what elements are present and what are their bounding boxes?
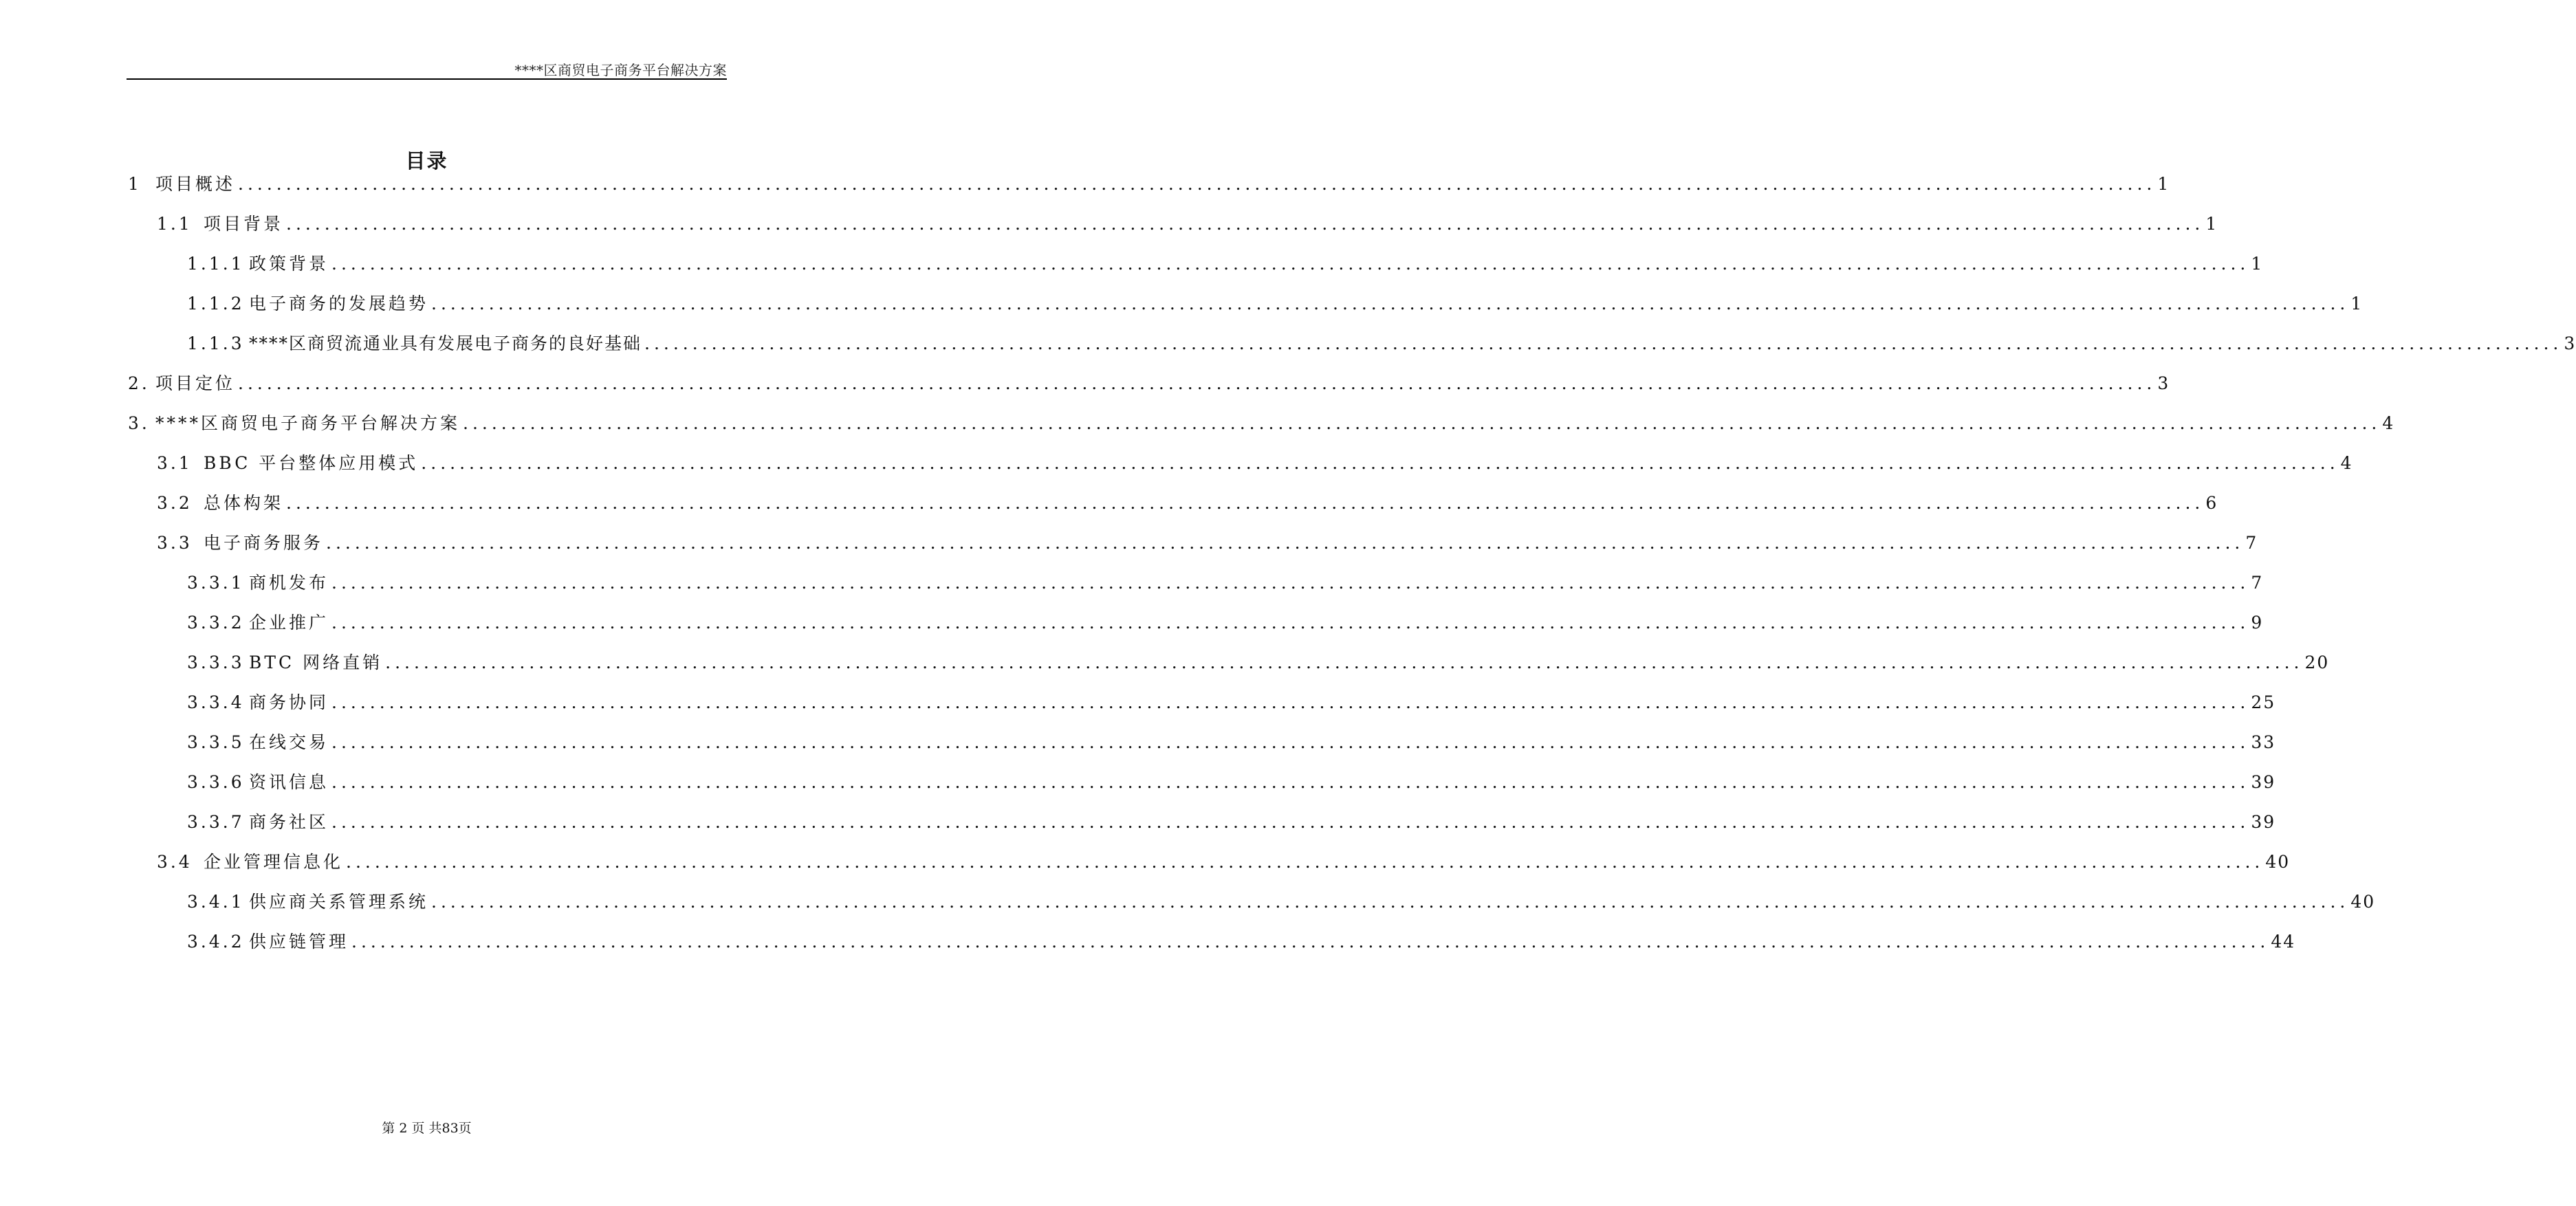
toc-entry[interactable] — [157, 491, 2218, 516]
toc-dot-leader: ........................................................................................................................................................................................................ — [463, 413, 2381, 433]
toc-entry-label: 政策背景 — [249, 254, 329, 274]
toc-entry[interactable] — [187, 611, 2264, 635]
toc-entry[interactable] — [128, 371, 2170, 396]
toc-entry-page: 7 — [2251, 573, 2264, 593]
toc-entry-page: 20 — [2304, 653, 2330, 672]
toc-entry[interactable] — [187, 650, 2330, 675]
toc-entry-page: 25 — [2251, 692, 2276, 712]
toc-entry-page: 40 — [2265, 852, 2291, 872]
toc-entry-page: 1 — [2350, 294, 2364, 314]
toc-entry[interactable] — [157, 212, 2218, 237]
toc-entry-label: 项目背景 — [204, 214, 284, 234]
running-header: ****区商贸电子商务平台解决方案 — [514, 62, 727, 78]
toc-dot-leader: ........................................................................................................................................................................................................ — [286, 493, 2205, 513]
toc-entry-label: BBC 平台整体应用模式 — [204, 453, 419, 473]
toc-entry[interactable] — [187, 252, 2264, 276]
toc-entry-number: 2. — [128, 373, 150, 393]
toc-entry-number: 3.4.1 — [187, 892, 245, 912]
toc-entry-number: 3.4 — [157, 852, 193, 872]
toc-entry-number: 3.3.5 — [187, 732, 245, 752]
toc-dot-leader: ........................................................................................................................................................................................................ — [331, 772, 2250, 792]
toc-dot-leader: ........................................................................................................................................................................................................ — [331, 692, 2250, 712]
toc-dot-leader: ........................................................................................................................................................................................................ — [331, 573, 2250, 593]
toc-entry-page: 39 — [2251, 772, 2276, 792]
toc-entry-label: 在线交易 — [249, 732, 329, 752]
toc-entry-page: 1 — [2251, 254, 2264, 274]
toc-entry-number: 3.3.7 — [187, 812, 245, 832]
toc-entry-label: 总体构架 — [204, 493, 284, 513]
toc-dot-leader: ........................................................................................................................................................................................................ — [385, 653, 2304, 672]
toc-title: 目录 — [405, 149, 448, 173]
toc-entry-label: 企业推广 — [249, 613, 329, 633]
toc-entry-number: 1 — [128, 174, 142, 194]
toc-entry-page: 6 — [2205, 493, 2218, 513]
toc-entry-label: 企业管理信息化 — [204, 852, 344, 872]
toc-entry-page: 4 — [2340, 453, 2353, 473]
toc-entry-label: 商务协同 — [249, 692, 329, 712]
toc-dot-leader: ........................................................................................................................................................................................................ — [346, 852, 2264, 872]
toc-entry-label: 供应链管理 — [249, 932, 349, 952]
toc-entry-number: 3.2 — [157, 493, 193, 513]
toc-entry-number: 3.1 — [157, 453, 193, 473]
toc-entry-label: 商机发布 — [249, 573, 329, 593]
toc-dot-leader: ........................................................................................................................................................................................................ — [331, 613, 2250, 633]
toc-entry-page: 9 — [2251, 613, 2264, 633]
toc-entry-label: 项目定位 — [155, 373, 236, 393]
toc-entry-number: 3.3.3 — [187, 653, 245, 672]
toc-dot-leader: ........................................................................................................................................................................................................ — [351, 932, 2270, 952]
toc-entry[interactable] — [187, 890, 2376, 914]
toc-entry[interactable] — [187, 331, 2576, 356]
toc-entry-label: 供应商关系管理系统 — [249, 892, 429, 912]
toc-dot-leader: ........................................................................................................................................................................................................ — [421, 453, 2339, 473]
toc-dot-leader: ........................................................................................................................................................................................................ — [286, 214, 2205, 234]
toc-entry[interactable] — [128, 411, 2395, 436]
toc-entry[interactable] — [187, 571, 2264, 595]
toc-entry-number: 1.1 — [157, 214, 193, 234]
toc-dot-leader: ........................................................................................................................................................................................................ — [644, 333, 2563, 353]
toc-entry-label: 商务社区 — [249, 812, 329, 832]
toc-entry-page: 4 — [2382, 413, 2395, 433]
toc-dot-leader: ........................................................................................................................................................................................................ — [331, 254, 2250, 274]
toc-entry-number: 3.3.6 — [187, 772, 245, 792]
toc-entry-label: ****区商贸流通业具有发展电子商务的良好基础 — [249, 333, 642, 353]
toc-entry-page: 33 — [2251, 732, 2276, 752]
toc-entry-label: 电子商务的发展趋势 — [249, 294, 429, 314]
toc-entry-page: 44 — [2271, 932, 2296, 952]
toc-entry-page: 39 — [2251, 812, 2276, 832]
toc-dot-leader: ........................................................................................................................................................................................................ — [431, 892, 2350, 912]
toc-dot-leader: ........................................................................................................................................................................................................ — [431, 294, 2350, 314]
toc-entry-page: 3 — [2564, 333, 2576, 353]
toc-entry-number: 3.3 — [157, 533, 193, 553]
toc-entry[interactable] — [187, 690, 2276, 715]
toc-entry-label: 资讯信息 — [249, 772, 329, 792]
toc-entry-number: 1.1.3 — [187, 333, 245, 353]
toc-entry-label: ****区商贸电子商务平台解决方案 — [155, 413, 461, 433]
toc-entry[interactable] — [128, 172, 2170, 197]
toc-entry-label: 项目概述 — [155, 174, 236, 194]
toc-entry-label: BTC 网络直销 — [249, 653, 383, 672]
toc-dot-leader: ........................................................................................................................................................................................................ — [326, 533, 2245, 553]
toc-dot-leader: ........................................................................................................................................................................................................ — [331, 732, 2250, 752]
toc-entry-number: 3.3.1 — [187, 573, 245, 593]
toc-entry[interactable] — [157, 451, 2353, 476]
toc-entry-number: 1.1.1 — [187, 254, 245, 274]
toc-entry[interactable] — [187, 770, 2276, 795]
toc-entry-label: 电子商务服务 — [204, 533, 324, 553]
toc-entry[interactable] — [187, 730, 2276, 755]
toc-dot-leader: ........................................................................................................................................................................................................ — [331, 812, 2250, 832]
toc-dot-leader: ........................................................................................................................................................................................................ — [238, 373, 2157, 393]
toc-entry-number: 1.1.2 — [187, 294, 245, 314]
toc-entry-number: 3.3.2 — [187, 613, 245, 633]
toc-entry[interactable] — [187, 810, 2276, 835]
page-footer: 第 2 页 共83页 — [382, 1121, 472, 1136]
toc-entry[interactable] — [157, 850, 2291, 875]
toc-entry-number: 3.4.2 — [187, 932, 245, 952]
toc-entry-page: 7 — [2245, 533, 2258, 553]
toc-dot-leader: ........................................................................................................................................................................................................ — [238, 174, 2157, 194]
toc-entry[interactable] — [187, 930, 2296, 954]
toc-entry-page: 3 — [2157, 373, 2170, 393]
toc-entry-number: 3. — [128, 413, 150, 433]
toc-entry-page: 1 — [2205, 214, 2218, 234]
toc-entry[interactable] — [157, 531, 2258, 556]
toc-entry-number: 3.3.4 — [187, 692, 245, 712]
toc-entry[interactable] — [187, 292, 2364, 316]
toc-entry-page: 1 — [2157, 174, 2170, 194]
toc-entry-page: 40 — [2350, 892, 2376, 912]
